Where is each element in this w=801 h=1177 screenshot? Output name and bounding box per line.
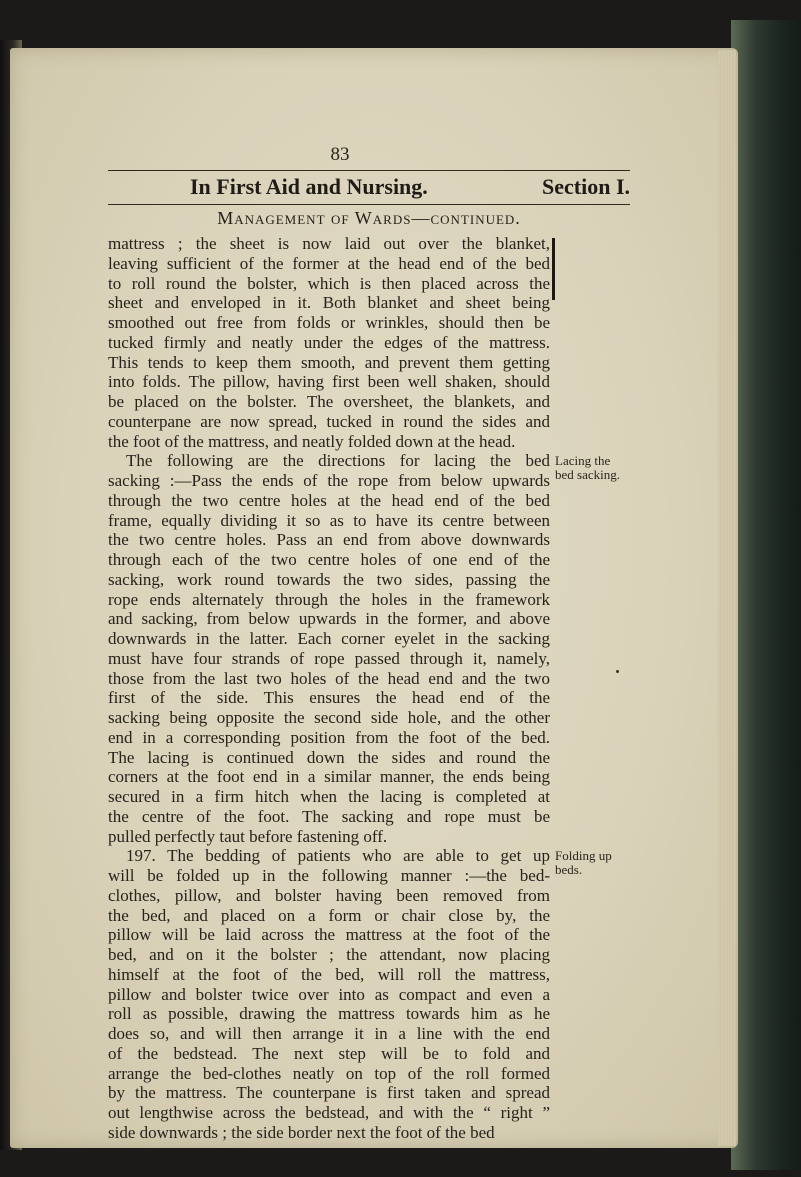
text-line: mattress ; the sheet is now laid out over the blanket, (108, 234, 550, 253)
text-line: does so, and will then arrange it in a line with the end (108, 1024, 550, 1043)
text-line: side downwards ; the side border next the foot of the bed (108, 1122, 495, 1142)
margin-marker-bar (552, 238, 555, 300)
text-line: pillow will be laid across the mattress at the foot of the (108, 925, 550, 945)
running-title: In First Aid and Nursing. (190, 174, 428, 199)
text-line: pulled perfectly taut before fastening off. (108, 826, 388, 846)
text-line: rope ends alternately through the holes in the framework (108, 589, 550, 609)
text-line: will be folded up in the following manner :—the bed- (108, 866, 550, 885)
text-line: corners at the foot end in a similar manner, the ends being (108, 767, 550, 787)
body-text (108, 234, 550, 1143)
text-line: sheet and enveloped in it. Both blanket and sheet being (108, 293, 550, 313)
text-line: frame, equally dividing it so as to have its centre between (108, 510, 550, 530)
side-note-line: Folding up (555, 848, 612, 863)
text-line: This tends to keep them smooth, and prevent them getting (108, 352, 550, 372)
running-head (108, 174, 630, 204)
text-line: tucked firmly and neatly under the edges of the mattress. (108, 332, 550, 352)
text-line: the two centre holes. Pass an end from above downwards (108, 530, 550, 550)
page-stack-edge (718, 50, 736, 1146)
text-line: pillow and bolster twice over into as compact and even a (108, 984, 550, 1004)
header-rule-bottom (108, 204, 630, 205)
page-speck (616, 670, 619, 673)
text-line: downwards in the latter. Each corner eyelet in the sacking (108, 629, 550, 648)
text-line: smoothed out free from folds or wrinkles, should then be (108, 313, 550, 332)
text-line: the centre of the foot. The sacking and rope must be (108, 806, 550, 826)
text-line: of the bedstead. The next step will be to fold and (108, 1043, 550, 1063)
text-line: the foot of the mattress, and neatly folded down at the head. (108, 431, 516, 451)
text-line: by the mattress. The counterpane is first taken and spread (108, 1083, 550, 1103)
running-section: Section I. (542, 174, 630, 199)
text-line: to roll round the bolster, which is then placed across the (108, 273, 550, 293)
text-line: end in a corresponding position from the foot of the bed. (108, 727, 550, 747)
text-line: the bed, and placed on a form or chair close by, the (108, 905, 550, 925)
text-line: out lengthwise across the bedstead, and with the “ right ” (108, 1103, 550, 1122)
text-line: clothes, pillow, and bolster having been removed from (108, 885, 550, 905)
text-line: arrange the bed-clothes neatly on top of the roll formed (108, 1063, 550, 1083)
text-line: must have four strands of rope passed through it, namely, (108, 648, 550, 668)
text-line: through the two centre holes at the head end of the bed (108, 490, 550, 510)
side-note-folding (555, 849, 612, 877)
text-line: bed, and on it the bolster ; the attendant, now placing (108, 945, 550, 964)
text-line: roll as possible, drawing the mattress towards him as he (108, 1004, 550, 1024)
text-line: leaving sufficient of the former at the head end of the bed (108, 253, 550, 273)
text-line: counterpane are now spread, tucked in round the sides and (108, 411, 550, 431)
text-line: sacking being opposite the second side hole, and the other (108, 708, 550, 727)
text-line: and sacking, from below upwards in the former, and above (108, 609, 550, 629)
text-line: sacking, work round towards the two sides, passing the (108, 569, 550, 589)
book-cover-edge (731, 20, 801, 1170)
text-line: be placed on the bolster. The oversheet, the blankets, and (108, 392, 550, 411)
text-line: those from the last two holes of the head end and the two (108, 668, 550, 688)
text-line: into folds. The pillow, having first been well shaken, should (108, 372, 550, 392)
text-line: The lacing is continued down the sides and round the (108, 747, 550, 767)
page-number: 83 (330, 144, 350, 165)
side-note-line: Lacing the (555, 453, 611, 468)
text-line: himself at the foot of the bed, will roll the mattress, (108, 964, 550, 984)
side-note-lacing (555, 454, 620, 482)
header-rule-top (108, 170, 630, 171)
text-line: The following are the directions for lacing the bed (126, 451, 550, 471)
text-line: sacking :—Pass the ends of the rope from below upwards (108, 471, 550, 490)
text-line: secured in a firm hitch when the lacing is completed at (108, 787, 550, 806)
side-note-line: beds. (555, 862, 583, 877)
side-note-line: bed sacking. (555, 467, 620, 482)
text-line: 197. The bedding of patients who are able to get up (126, 846, 550, 866)
section-subheading: Management of Wards—continued. (217, 208, 521, 228)
text-line: first of the side. This ensures the head end of the (108, 688, 550, 708)
text-line: through each of the two centre holes of one end of the (108, 550, 550, 569)
